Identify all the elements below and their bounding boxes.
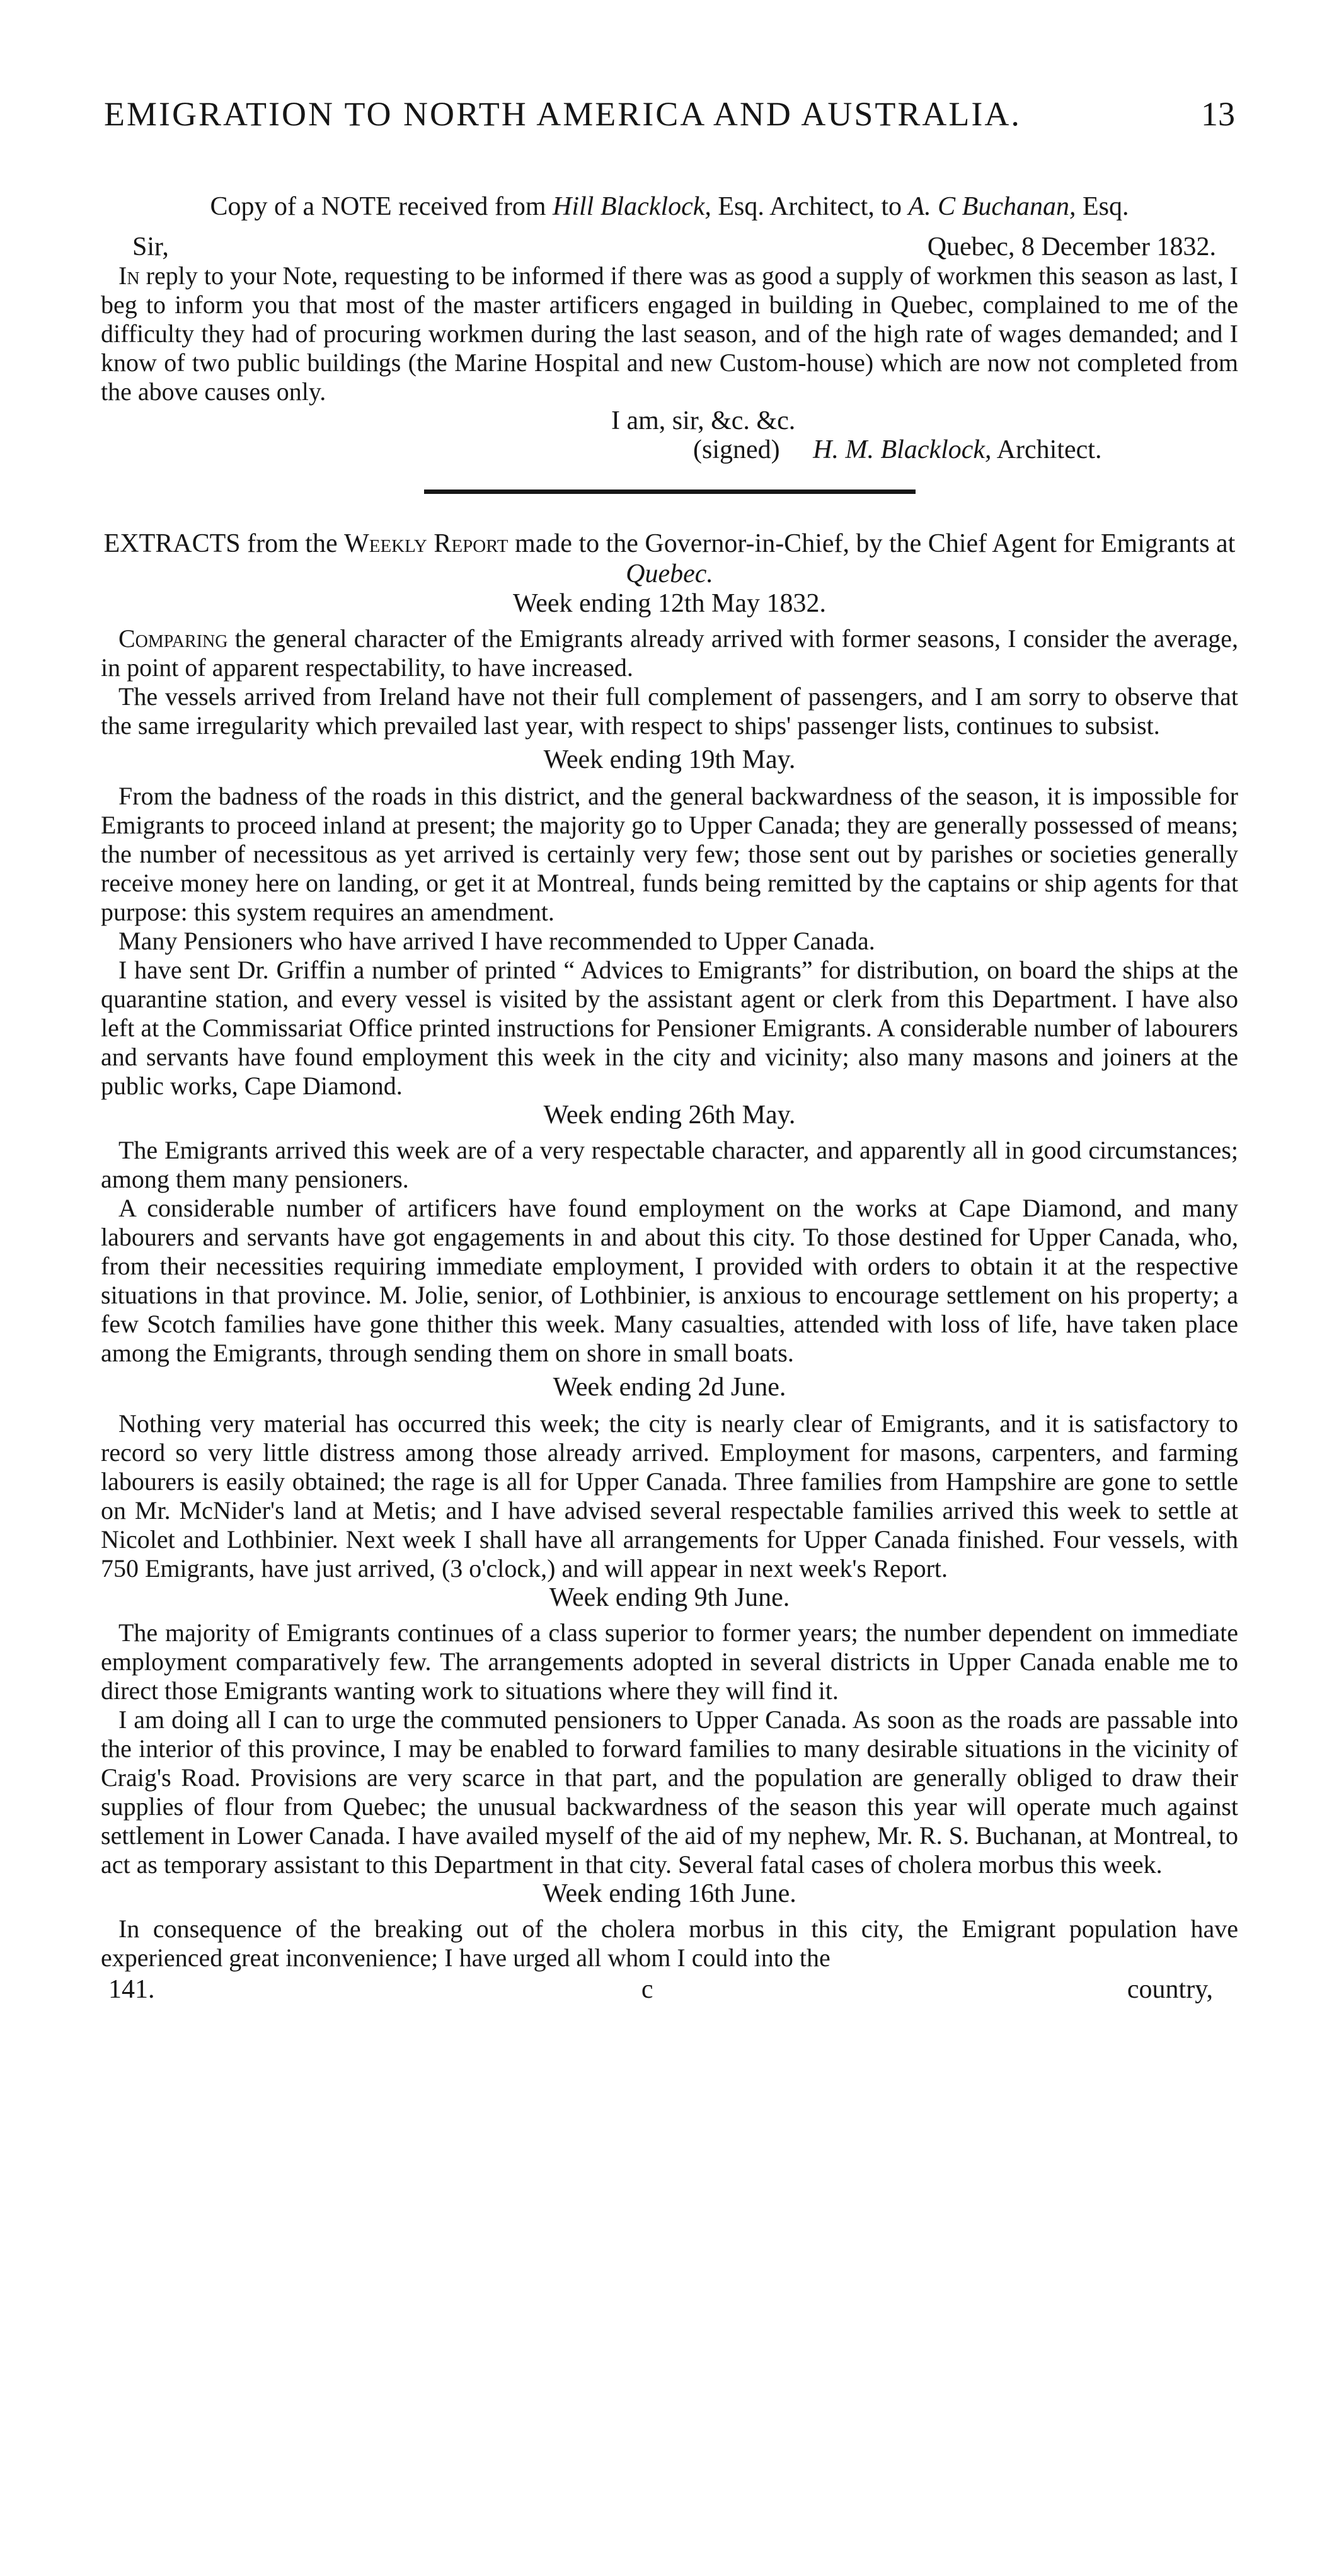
note-signature: (signed) H. M. Blacklock, Architect.: [693, 435, 1102, 464]
sheet-number: 141.: [108, 1975, 155, 2004]
report-name: Weekly Report: [344, 529, 509, 558]
note-first-word: In: [118, 261, 140, 290]
report-paragraph: From the badness of the roads in this district, and the general backwardness of the season, it is impossible for Emigrants to proceed inland at present; the majority go to Upper Canada; they are generally possessed of means; the number of necessitous as yet arrived is certainly very few; those sent out by parishes or societies generally receive money here on landing, or get it at Montreal, funds being remitted by the captains or ship agents for that purpose: this system requires an amendment.: [101, 782, 1238, 926]
report-paragraph: Comparing the general character of the Emigrants already arrived with former seasons, I consider the average, in point of apparent respectability, to have increased.: [101, 624, 1238, 682]
report-paragraph: I am doing all I can to urge the commuted pensioners to Upper Canada. As soon as the roads are passable into the interior of this province, I may be enabled to forward families to many desirable situations in the vicinity of Craig's Road. Provisions are very scarce in that part, and the population are generally obliged to draw their supplies of flour from Quebec; the unusual backwardness of the season this year will operate much against settlement in Lower Canada. I have availed myself of the aid of my nephew, Mr. R. S. Buchanan, at Montreal, to act as temporary assistant to this Department in that city. Several fatal cases of cholera morbus this week.: [101, 1705, 1238, 1879]
note-salutation: Sir,: [132, 232, 169, 261]
note-body: In reply to your Note, requesting to be informed if there was as good a supply of workmen this season as last, I beg to inform you that most of the master artificers engaged in building in Quebec, complained to me of the difficulty they had of procuring workmen during the last season, and of the high rate of wages demanded; and I know of two public buildings (the Marine Hospital and new Custom-house) which are now not completed from the above causes only.: [101, 261, 1238, 406]
extracts-place: Quebec.: [626, 559, 713, 588]
note-date: Quebec, 8 December 1832.: [927, 232, 1216, 261]
note-title: Copy of a NOTE received from Hill Blacklock, Esq. Architect, to A. C Buchanan, Esq.: [210, 192, 1129, 221]
running-title: EMIGRATION TO NORTH AMERICA AND AUSTRALIA.: [104, 95, 1021, 133]
week-heading: Week ending 19th May.: [543, 745, 796, 774]
week-heading: Week ending 26th May.: [543, 1101, 796, 1130]
week-heading: Week ending 12th May 1832.: [512, 589, 827, 618]
report-paragraph: The vessels arrived from Ireland have not their full complement of passengers, and I am sorry to observe that the same irregularity which prevailed last year, with respect to ships' passenger lists, continues to subsist.: [101, 682, 1238, 740]
lead-word: Comparing: [118, 624, 228, 653]
note-salutation-line: [101, 232, 1238, 261]
report-paragraph: The majority of Emigrants continues of a class superior to former years; the number dependent on immediate employment comparatively few. The arrangements adopted in several districts in Upper Canada enable me to direct those Emigrants wanting work to situations where they will find it.: [101, 1618, 1238, 1705]
page-number: 13: [1201, 95, 1235, 133]
week-heading: Week ending 2d June.: [553, 1373, 786, 1402]
running-head: [104, 94, 1235, 134]
note-closing: I am, sir, &c. &c.: [611, 406, 796, 435]
signature-mark: c: [641, 1975, 653, 2004]
signature-name: H. M. Blacklock,: [813, 435, 992, 464]
page-body: [101, 192, 1238, 2004]
report-paragraph: I have sent Dr. Griffin a number of printed “ Advices to Emigrants” for distribution, on board the ships at the quarantine station, and every vessel is visited by the assistant agent or clerk from this Department. I have also left at the Commissariat Office printed instructions for Pensioner Emigrants. A considerable number of labourers and servants have found employment this week in the city and vicinity; also many masons and joiners at the public works, Cape Diamond.: [101, 956, 1238, 1100]
week-heading: Week ending 9th June.: [549, 1583, 790, 1612]
page-footer: [101, 1975, 1238, 2004]
extracts-title: EXTRACTS from the Weekly Report made to the Governor-in-Chief, by the Chief Agent for Emigrants at Quebec.: [103, 529, 1236, 588]
report-paragraph: The Emigrants arrived this week are of a very respectable character, and apparently all in good circumstances; among them many pensioners.: [101, 1136, 1238, 1193]
report-paragraph: Many Pensioners who have arrived I have recommended to Upper Canada.: [118, 927, 875, 955]
report-paragraph: Nothing very material has occurred this week; the city is nearly clear of Emigrants, and it is satisfactory to record so very little distress among those already arrived. Employment for masons, carpenters, and farming labourers is easily obtained; the rage is all for Upper Canada. Three families from Hampshire are gone to settle on Mr. McNider's land at Metis; and I have advised several respectable families arrived this week to settle at Nicolet and Lothbinier. Next week I shall have all arrangements for Upper Canada finished. Four vessels, with 750 Emigrants, have just arrived, (3 o'clock,) and will appear in next week's Report.: [101, 1409, 1238, 1583]
report-paragraph: A considerable number of artificers have found employment on the works at Cape Diamond, and many labourers and servants have got engagements in and about this city. To those destined for Upper Canada, who, from their necessities requiring immediate employment, I provided with orders to obtain it at the respective situations in that province. M. Jolie, senior, of Lothbinier, is anxious to encourage settlement on his property; a few Scotch families have gone thither this week. Many casualties, attended with loss of life, have taken place among the Emigrants, through sending them on shore in small boats.: [101, 1194, 1238, 1367]
section-rule: [424, 489, 916, 494]
catchword: country,: [1127, 1975, 1213, 2004]
note-from-name: Hill Blacklock,: [553, 192, 711, 221]
week-heading: Week ending 16th June.: [543, 1879, 796, 1908]
note-to-name: A. C Buchanan,: [908, 192, 1076, 221]
report-paragraph: In consequence of the breaking out of the cholera morbus in this city, the Emigrant population have experienced great inconvenience; I have urged all whom I could into the: [101, 1915, 1238, 1972]
